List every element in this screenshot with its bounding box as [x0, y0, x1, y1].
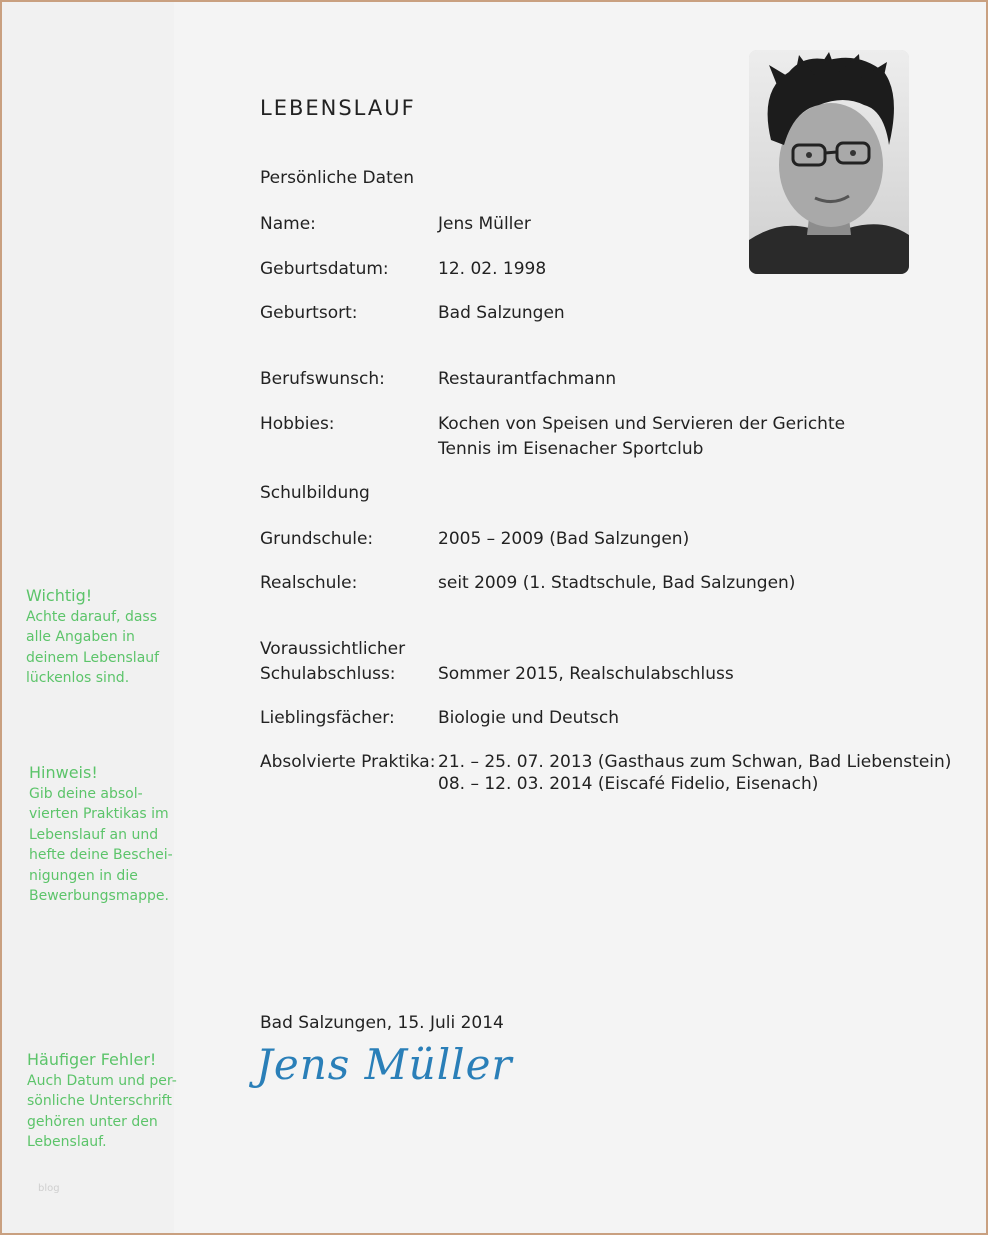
- note-hint-line: Gib deine absol-: [29, 785, 143, 802]
- graduation-label-line-1: Voraussichtlicher: [260, 639, 406, 659]
- secondary-school-label: Realschule:: [260, 573, 358, 593]
- note-important-line: Achte darauf, dass: [26, 608, 158, 625]
- note-important-line: lückenlos sind.: [26, 670, 130, 686]
- note-mistake-line: sönliche Unterschrift: [27, 1093, 172, 1109]
- applicant-photo: [749, 50, 909, 274]
- career-label: Berufswunsch:: [260, 369, 385, 389]
- note-hint-line: nigungen in die: [29, 867, 138, 884]
- hobbies-line-1: Kochen von Speisen und Servieren der Gerichte: [438, 414, 846, 434]
- note-common-mistake: [27, 1050, 177, 1153]
- page-title: LEBENSLAUF: [260, 96, 416, 120]
- note-hint-line: Lebenslauf an und: [29, 826, 159, 843]
- birthdate-value: 12. 02. 1998: [438, 259, 547, 279]
- note-mistake-line: Lebenslauf.: [27, 1134, 107, 1150]
- note-hint-line: Bewerbungsmappe.: [29, 888, 169, 904]
- graduation-label-line-2: Schulabschluss:: [260, 664, 396, 684]
- watermark: blog: [38, 1183, 60, 1194]
- note-hint: [29, 763, 173, 907]
- note-hint-line: vierten Praktikas im: [29, 806, 169, 822]
- primary-school-label: Grundschule:: [260, 529, 374, 549]
- subjects-value: Biologie und Deutsch: [438, 708, 619, 728]
- name-value: Jens Müller: [438, 214, 531, 234]
- birthplace-label: Geburtsort:: [260, 303, 358, 323]
- birthdate-label: Geburtsdatum:: [260, 259, 389, 279]
- note-important: [26, 586, 159, 689]
- note-hint-line: hefte deine Beschei-: [29, 847, 173, 863]
- primary-school-value: 2005 – 2009 (Bad Salzungen): [438, 529, 690, 549]
- note-important-heading: Wichtig!: [26, 586, 93, 605]
- internships-label: Absolvierte Praktika:: [260, 752, 436, 772]
- hobbies-label: Hobbies:: [260, 414, 335, 434]
- note-important-line: deinem Lebenslauf: [26, 649, 160, 666]
- secondary-school-value: seit 2009 (1. Stadtschule, Bad Salzungen): [438, 573, 796, 593]
- birthplace-value: Bad Salzungen: [438, 303, 565, 323]
- name-label: Name:: [260, 214, 316, 234]
- section-personal-data: Persönliche Daten: [260, 168, 414, 188]
- note-important-line: alle Angaben in: [26, 629, 135, 645]
- internship-line-1: 21. – 25. 07. 2013 (Gasthaus zum Schwan, Bad Liebenstein): [438, 752, 952, 772]
- portrait-image: [749, 50, 909, 274]
- note-mistake-line: gehören unter den: [27, 1113, 158, 1130]
- internship-line-2: 08. – 12. 03. 2014 (Eiscafé Fidelio, Eisenach): [438, 774, 819, 794]
- place-and-date: Bad Salzungen, 15. Juli 2014: [260, 1013, 504, 1033]
- note-hint-heading: Hinweis!: [29, 763, 98, 782]
- signature: Jens Müller: [256, 1040, 513, 1089]
- section-schooling: Schulbildung: [260, 483, 370, 503]
- career-value: Restaurantfachmann: [438, 369, 617, 389]
- note-mistake-line: Auch Datum und per-: [27, 1072, 177, 1089]
- subjects-label: Lieblingsfächer:: [260, 708, 395, 728]
- hobbies-line-2: Tennis im Eisenacher Sportclub: [438, 439, 704, 459]
- graduation-value: Sommer 2015, Realschulabschluss: [438, 664, 734, 684]
- note-mistake-heading: Häufiger Fehler!: [27, 1050, 157, 1069]
